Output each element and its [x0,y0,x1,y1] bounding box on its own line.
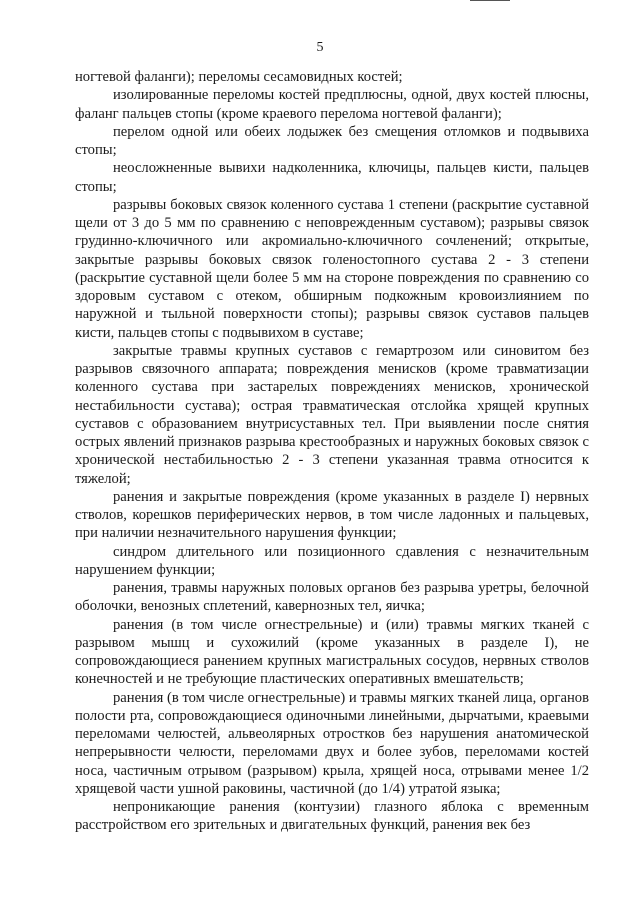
paragraph: закрытые травмы крупных суставов с гемартрозом или синовитом без разрывов связочного аппарата; повреждения менисков (кроме травматизации коленного сустава при застарелых повреждениях менисков, хронической нестабильности сустава); острая травматическая отслойка хрящей крупных суставов с образованием внутрисуставных тел. При выявлении после снятия острых явлений признаков разрыва крестообразных и наружных боковых связок с хронической нестабильностью 2 - 3 степени указанная травма относится к тяжелой; [75,342,589,487]
paragraph: ранения (в том числе огнестрельные) и травмы мягких тканей лица, органов полости рта, сопровождающиеся одиночными линейными, дырчатыми, краевыми переломами челюстей, альвеолярных отростков без нарушения анатомической непрерывности челюсти, переломами двух и более зубов, переломами костей носа, частичным отрывом (разрывом) крыла, хрящей носа, отрывами менее 1/2 хрящевой части ушной раковины, частичной (до 1/4) утратой языка; [75,689,589,797]
page-number: 5 [316,40,324,55]
paragraph: разрывы боковых связок коленного сустава 1 степени (раскрытие суставной щели от 3 до 5 мм по сравнению с неповрежденным суставом); разрывы связок грудинно-ключичного или акромиально-ключичного сочленений; открытые, закрытые разрывы боковых связок голеностопного сустава 2 - 3 степени (раскрытие суставной щели более 5 мм на стороне повреждения по сравнению со здоровым суставом с отеком, обширным подкожным кровоизлиянием по наружной и тыльной поверхности стопы); разрывы связок суставов пальцев кисти, пальцев стопы с подвывихом в суставе; [75,196,589,341]
paragraph: неосложненные вывихи надколенника, ключицы, пальцев кисти, пальцев стопы; [75,160,589,195]
document-body [75,68,589,835]
paragraph: синдром длительного или позиционного сдавления с незначительным нарушением функции; [75,543,589,578]
paragraph-truncated: непроникающие ранения (контузии) глазного яблока с временным расстройством его зрительных и двигательных функций, ранения век без [75,799,589,834]
paragraph: ранения, травмы наружных половых органов без разрыва уретры, белочной оболочки, венозных сплетений, кавернозных тел, яичка; [75,580,589,615]
paragraph: ранения (в том числе огнестрельные) и (или) травмы мягких тканей с разрывом мышц и сухожилий (кроме указанных в разделе I), не сопровождающиеся ранением крупных магистральных сосудов, нервных стволов конечностей и не требующие пластических оперативных вмешательств; [75,616,589,688]
paragraph: перелом одной или обеих лодыжек без смещения отломков и подвывиха стопы; [75,123,589,158]
paragraph-continuation: ногтевой фаланги); переломы сесамовидных костей; [75,69,403,85]
top-edge-rule [470,0,510,1]
paragraph: изолированные переломы костей предплюсны, одной, двух костей плюсны, фаланг пальцев стопы (кроме краевого перелома ногтевой фаланги); [75,87,589,122]
paragraph: ранения и закрытые повреждения (кроме указанных в разделе I) нервных стволов, корешков периферических нервов, в том числе ладонных и пальцевых, при наличии незначительного нарушения функции; [75,488,589,542]
